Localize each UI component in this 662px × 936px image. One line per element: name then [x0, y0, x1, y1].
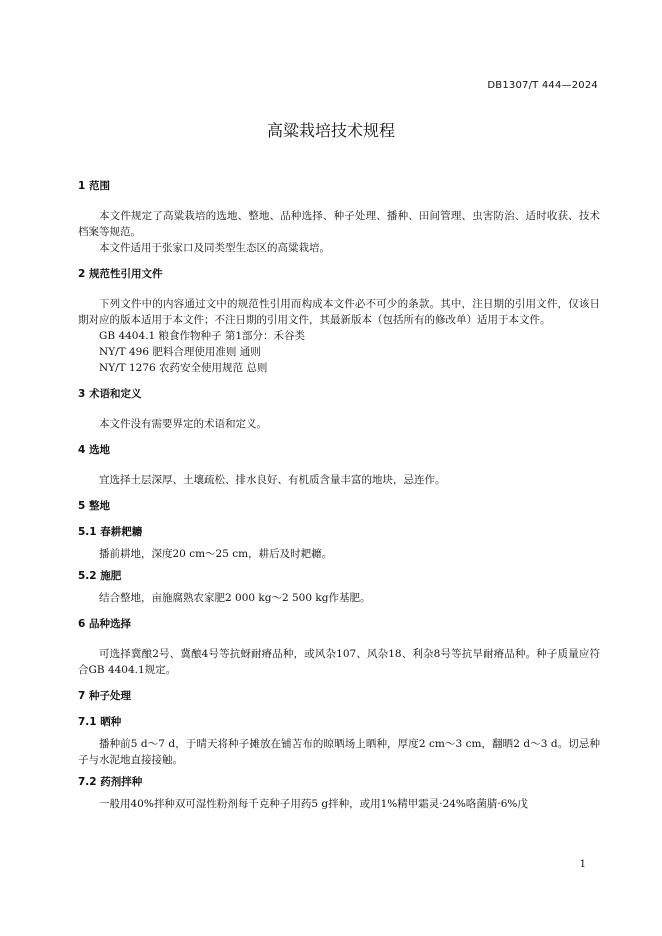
section-heading: 5 整地 — [78, 500, 110, 512]
section-heading: 1 范围 — [78, 180, 110, 192]
paragraph: 本文件规定了高粱栽培的选地、整地、品种选择、种子处理、播种、田间管理、虫害防治、适时收获、技术档案等规范。 — [78, 210, 600, 238]
section-heading: 2 规范性引用文件 — [78, 268, 163, 280]
paragraph: 本文件适用于张家口及同类型生态区的高粱栽培。 — [99, 242, 330, 254]
subsection-heading: 7.1 晒种 — [78, 716, 122, 728]
subsection-heading: 5.1 春耕耙耱 — [78, 526, 143, 538]
paragraph: 可选择冀酿2号、冀酿4号等抗蚜耐瘠品种，或风杂107、风杂18、利杂8号等抗旱耐瘠品种。种子质量应符合GB 4404.1规定。 — [78, 648, 600, 676]
paragraph: 结合整地，亩施腐熟农家肥2 000 kg～2 500 kg作基肥。 — [99, 592, 371, 604]
document-body — [78, 178, 600, 812]
document-number: DB1307/T 444—2024 — [487, 80, 598, 91]
reference-item: GB 4404.1 粮食作物种子 第1部分：禾谷类 — [99, 330, 306, 342]
reference-item: NY/T 1276 农药安全使用规范 总则 — [99, 362, 268, 374]
paragraph: 本文件没有需要界定的术语和定义。 — [99, 418, 267, 430]
paragraph: 播种前5 d～7 d，于晴天将种子摊放在铺苫布的晾晒场上晒种，厚度2 cm～3 cm，翻晒2 d～3 d。切忌种子与水泥地直接接触。 — [78, 738, 600, 766]
section-heading: 7 种子处理 — [78, 690, 131, 702]
paragraph: 播前耕地，深度20 cm～25 cm，耕后及时耙耱。 — [99, 548, 333, 560]
paragraph: 下列文件中的内容通过文中的规范性引用而构成本文件必不可少的条款。其中，注日期的引用文件，仅该日期对应的版本适用于本文件；不注日期的引用文件，其最新版本（包括所有的修改单）适用于本文件。 — [78, 298, 600, 326]
section-heading: 4 选地 — [78, 444, 110, 456]
section-heading: 6 品种选择 — [78, 618, 131, 630]
page-number: 1 — [579, 859, 586, 870]
document-title: 高粱栽培技术规程 — [266, 121, 395, 140]
paragraph: 一般用40%拌种双可湿性粉剂每千克种子用药5 g拌种，或用1%精甲霜灵·24%咯菌腈·6%戊 — [99, 798, 528, 810]
subsection-heading: 7.2 药剂拌种 — [78, 776, 143, 788]
paragraph: 宜选择土层深厚、土壤疏松、排水良好、有机质含量丰富的地块，忌连作。 — [99, 474, 446, 486]
subsection-heading: 5.2 施肥 — [78, 570, 122, 582]
reference-item: NY/T 496 肥料合理使用准则 通则 — [99, 346, 261, 358]
section-heading: 3 术语和定义 — [78, 388, 142, 400]
